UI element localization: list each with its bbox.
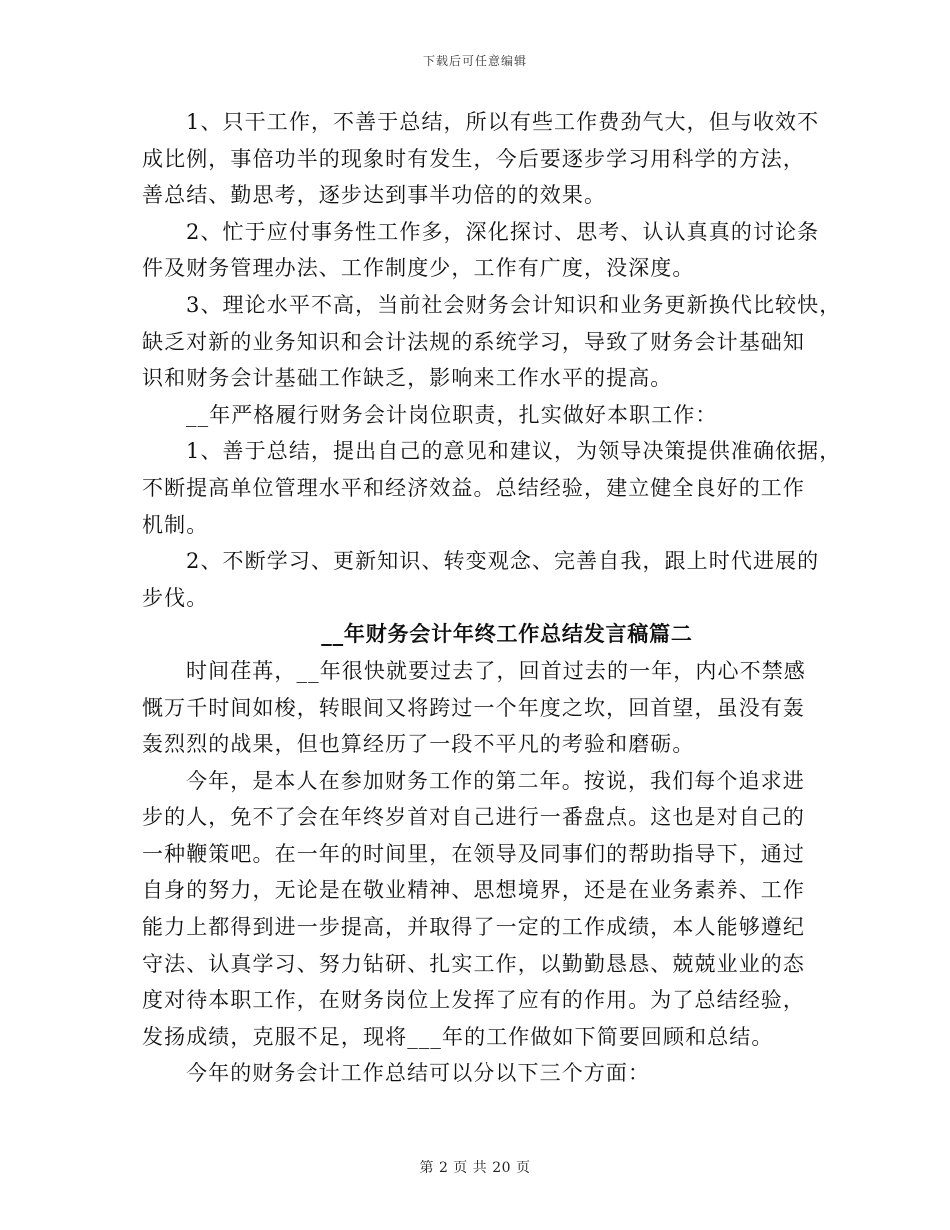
paragraph-line: 善总结、勤思考，逐步达到事半功倍的的效果。: [142, 183, 607, 208]
paragraph-line: 今年的财务会计工作总结可以分以下三个方面：: [186, 1061, 651, 1086]
paragraph-line: 步的人，免不了会在年终岁首对自己进行一番盘点。这也是对自己的: [142, 805, 805, 830]
paragraph-line: 1、善于总结，提出自己的意见和建议，为领导决策提供准确依据，: [186, 439, 842, 464]
paragraph-line: 识和财务会计基础工作缺乏，影响来工作水平的提高。: [142, 366, 673, 391]
paragraph-line: 2、忙于应付事务性工作多，深化探讨、思考、认认真真的讨论条: [186, 219, 820, 244]
page-header: 下载后可任意编辑: [422, 54, 527, 68]
paragraph-line: 轰烈烈的战果，但也算经历了一段不平凡的考验和磨砺。: [142, 732, 695, 757]
paragraph-line: 时间荏苒，__年很快就要过去了，回首过去的一年，内心不禁感: [186, 658, 806, 683]
paragraph-line: 一种鞭策吧。在一年的时间里，在领导及同事们的帮助指导下，通过: [142, 841, 805, 866]
paragraph-line: 机制。: [142, 512, 209, 537]
page-number: 第 2 页 共 20 页: [419, 1160, 531, 1176]
paragraph-line: 缺乏对新的业务知识和会计法规的系统学习，导致了财务会计基础知: [142, 329, 805, 354]
paragraph-line: 守法、认真学习、努力钻研、扎实工作，以勤勤恳恳、兢兢业业的态: [142, 951, 805, 976]
section-heading: __年财务会计年终工作总结发言稿篇二: [321, 621, 693, 647]
paragraph-line: 能力上都得到进一步提高，并取得了一定的工作成绩，本人能够遵纪: [142, 915, 805, 940]
paragraph-line: 1、只干工作，不善于总结，所以有些工作费劲气大，但与收效不: [186, 110, 820, 134]
paragraph-line: 不断提高单位管理水平和经济效益。总结经验，建立健全良好的工作: [142, 475, 805, 500]
paragraph-line: __年严格履行财务会计岗位职责，扎实做好本职工作：: [186, 402, 718, 427]
paragraph-line: 慨万千时间如梭，转眼间又将跨过一个年度之坎，回首望，虽没有轰: [142, 695, 805, 720]
document-body: [142, 104, 842, 1092]
paragraph-line: 件及财务管理办法、工作制度少，工作有广度，没深度。: [142, 256, 695, 281]
paragraph-line: 步伐。: [142, 585, 209, 610]
paragraph-line: 成比例，事倍功半的现象时有发生，今后要逐步学习用科学的方法，: [142, 146, 805, 171]
paragraph-line: 今年，是本人在参加财务工作的第二年。按说，我们每个追求进: [186, 768, 805, 793]
paragraph-line: 2、不断学习、更新知识、转变观念、完善自我，跟上时代进展的: [186, 549, 820, 574]
paragraph-line: 度对待本职工作，在财务岗位上发挥了应有的作用。为了总结经验，: [142, 988, 805, 1013]
paragraph-line: 发扬成绩，克服不足，现将___年的工作做如下简要回顾和总结。: [142, 1024, 774, 1049]
paragraph-line: 自身的努力，无论是在敬业精神、思想境界，还是在业务素养、工作: [142, 878, 805, 903]
paragraph-line: 3、理论水平不高，当前社会财务会计知识和业务更新换代比较快，: [186, 292, 842, 317]
